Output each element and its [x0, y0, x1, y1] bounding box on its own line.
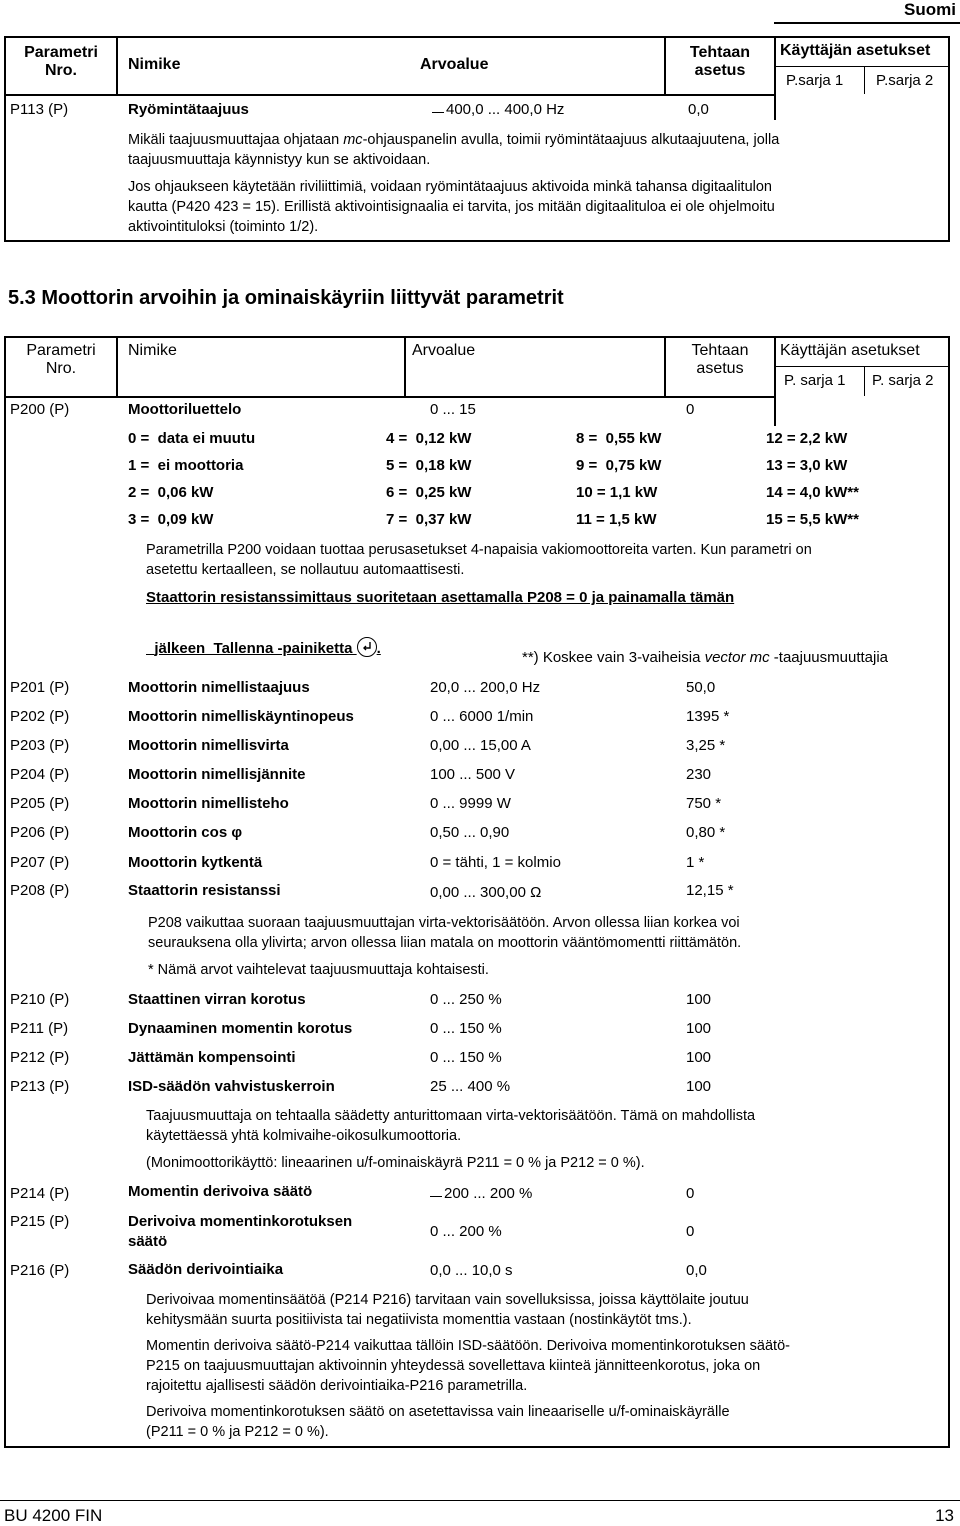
p215-name-a: Derivoiva momentinkorotuksen: [128, 1213, 353, 1230]
p216-default: 0,0: [686, 1262, 707, 1279]
p200-list-item: 2 = 0,06 kW: [128, 484, 214, 501]
p213-note1a: Taajuusmuuttaja on tehtaalla säädetty anturittomaan virta-vektorisäätöön. Tämä on mahdollista: [146, 1108, 756, 1124]
row-name: Moottorin cos φ: [128, 824, 243, 841]
row-name: Staattinen virran korotus: [128, 991, 306, 1008]
row-id: P204 (P): [10, 766, 70, 783]
p113-note2: [128, 177, 928, 237]
p214-range: 200 ... 200 %: [444, 1185, 533, 1202]
header-arvoalue-2: Arvoalue: [412, 342, 476, 359]
row-name: Moottorin kytkentä: [128, 854, 263, 871]
row-range: 0 ... 6000 1/min: [430, 708, 534, 725]
p200-footnote-i: vector mc: [704, 649, 770, 666]
row-name: Moottorin nimelliskäyntinopeus: [128, 708, 354, 725]
p213-note1: [146, 1106, 946, 1146]
language-label: Suomi: [904, 0, 956, 19]
row-id: P207 (P): [10, 854, 70, 871]
row-id: P206 (P): [10, 824, 70, 841]
p215-name-b: säätö: [128, 1233, 168, 1250]
row-default: 3,25 *: [686, 737, 726, 754]
footer-page-number: 13: [935, 1506, 954, 1525]
p200-list-item: 3 = 0,09 kW: [128, 511, 214, 528]
row-id: P208 (P): [10, 882, 70, 899]
p113-note1b: -ohjauspanelin avulla, toimii ryömintätaajuus alkutaajuutena, jolla: [362, 132, 780, 148]
row-name: ISD-säädön vahvistuskerroin: [128, 1078, 335, 1095]
row-default: 100: [686, 1020, 712, 1037]
header-nimike-2: Nimike: [128, 342, 177, 359]
row-id: P202 (P): [10, 708, 70, 725]
header-tehtaan-text-2: Tehtaan: [691, 342, 749, 359]
header-tehtaan-2: [666, 342, 774, 378]
p113-note2c: aktivointituloksi (toiminto 1/2).: [128, 219, 319, 235]
p216-notes: [146, 1290, 946, 1442]
p113-note1c: taajuusmuuttaja käynnistyy kun se aktivoidaan.: [128, 152, 431, 168]
p216-name: Säädön derivointiaika: [128, 1261, 284, 1278]
p200-list-item: 14 = 4,0 kW**: [766, 484, 859, 501]
col-divider: [774, 336, 776, 426]
p215-default: 0: [686, 1223, 695, 1240]
p113-name: Ryömintätaajuus: [128, 101, 249, 118]
p200-range: 0 ... 15: [430, 401, 476, 418]
row-range: 25 ... 400 %: [430, 1078, 511, 1095]
p216-note-line: rajoitettu ajallisesti säädön derivointiaika-P216 parametrilla.: [146, 1378, 528, 1394]
header-asetus-text: asetus: [694, 62, 746, 79]
header-nro-text: Nro.: [45, 62, 77, 79]
top-rule: [774, 22, 960, 24]
p208-note2: * Nämä arvot vaihtelevat taajuusmuuttaja kohtaisesti.: [148, 962, 489, 978]
p214-range-dash: [430, 1196, 442, 1197]
p215-name: [128, 1212, 352, 1252]
p200-list-item: 5 = 0,18 kW: [386, 457, 472, 474]
row-id: P201 (P): [10, 679, 70, 696]
p200-default: 0: [686, 401, 695, 418]
header-param-2: [6, 342, 116, 378]
row-id: P212 (P): [10, 1049, 70, 1066]
row-range: 0 ... 250 %: [430, 991, 502, 1008]
p214-id: P214 (P): [10, 1185, 70, 1202]
row-default: 100: [686, 1078, 712, 1095]
col-divider: [864, 66, 865, 94]
row-name: Staattorin resistanssi: [128, 882, 281, 899]
col-divider: [774, 366, 950, 367]
row-default: 0,80 *: [686, 824, 726, 841]
p200-note2b-line: [146, 620, 381, 657]
header-psarja1-2: P. sarja 1: [784, 372, 846, 389]
col-divider: [864, 366, 865, 396]
header-param: [6, 44, 116, 80]
row-id: P205 (P): [10, 795, 70, 812]
enter-key-icon: [357, 637, 377, 657]
row-range: 0,00 ... 15,00 A: [430, 737, 531, 754]
header-tehtaan-text: Tehtaan: [689, 44, 751, 61]
p200-id: P200 (P): [10, 401, 70, 418]
p200-list-item: 11 = 1,5 kW: [576, 511, 657, 528]
p113-note1a: Mikäli taajuusmuuttajaa ohjataan: [128, 132, 344, 148]
row-id: P203 (P): [10, 737, 70, 754]
p200-list-item: 4 = 0,12 kW: [386, 430, 472, 447]
col-divider: [774, 66, 950, 67]
p200-list-item: 1 = ei moottoria: [128, 457, 244, 474]
p215-range: 0 ... 200 %: [430, 1223, 502, 1240]
header-nro-text-2: Nro.: [45, 360, 77, 377]
p216-note-line: Momentin derivoiva säätö-P214 vaikuttaa tällöin ISD-säätöön. Derivoiva momentinkorotuksen säätö-: [146, 1338, 790, 1354]
p216-note-line: (P211 = 0 % ja P212 = 0 %).: [146, 1424, 329, 1440]
col-divider: [116, 36, 118, 94]
footer-doc-id: BU 4200 FIN: [4, 1506, 103, 1525]
row-id: P213 (P): [10, 1078, 70, 1095]
row-default: 750 *: [686, 795, 722, 812]
p200-list-item: 10 = 1,1 kW: [576, 484, 658, 501]
p216-range: 0,0 ... 10,0 s: [430, 1262, 513, 1279]
p200-footnote-b: -taajuusmuuttajia: [769, 649, 889, 666]
p216-note-line: Derivoivaa momentinsäätöä (P214 P216) tarvitaan vain sovelluksissa, joissa käyttölaite joutuu: [146, 1292, 749, 1308]
p208-note1a: P208 vaikuttaa suoraan taajuusmuuttajan virta-vektorisäätöön. Arvon ollessa liian korkea voi: [148, 915, 740, 931]
col-divider: [774, 36, 776, 120]
row-range: 0 = tähti, 1 = kolmio: [430, 854, 561, 871]
header-tehtaan: [666, 44, 774, 80]
p200-list-item: 13 = 3,0 kW: [766, 457, 848, 474]
p113-note1: [128, 130, 928, 170]
col-divider: [404, 336, 406, 396]
header-param-text: Parametri: [24, 44, 98, 61]
p200-note1: [146, 540, 946, 580]
row-default: 230: [686, 766, 712, 783]
p216-id: P216 (P): [10, 1262, 70, 1279]
p200-list-item: 9 = 0,75 kW: [576, 457, 662, 474]
p113-id: P113 (P): [10, 101, 69, 118]
row-range: 0 ... 150 %: [430, 1020, 502, 1037]
p113-default: 0,0: [688, 101, 709, 118]
row-name: Dynaaminen momentin korotus: [128, 1020, 353, 1037]
p113-header-bottom: [4, 94, 774, 96]
row-range: 0 ... 9999 W: [430, 795, 511, 812]
p200-list-item: 15 = 5,5 kW**: [766, 511, 859, 528]
row-default: 100: [686, 991, 712, 1008]
header-arvoalue: Arvoalue: [420, 56, 489, 73]
footer-rule: [0, 1500, 960, 1501]
col-divider: [116, 336, 118, 396]
row-name: Jättämän kompensointi: [128, 1049, 296, 1066]
section-title: 5.3 Moottorin arvoihin ja ominaiskäyriin liittyvät parametrit: [8, 287, 564, 309]
p200-list-item: 0 = data ei muutu: [128, 430, 256, 447]
row-id: P210 (P): [10, 991, 70, 1008]
p200-note2a: Staattorin resistanssimittaus suoritetaan asettamalla P208 = 0 ja painamalla tämän: [146, 589, 735, 606]
p200-name: Moottoriluettelo: [128, 401, 242, 418]
row-range: 0,00 ... 300,00 Ω: [430, 884, 542, 901]
header-param-text-2: Parametri: [26, 342, 96, 359]
p113-note1-mc: mc: [343, 132, 363, 148]
p213-note2: (Monimoottorikäyttö: lineaarinen u/f-ominaiskäyrä P211 = 0 % ja P212 = 0 %).: [146, 1155, 645, 1171]
row-range: 0 ... 150 %: [430, 1049, 502, 1066]
header-kayttajan-2: Käyttäjän asetukset: [780, 342, 920, 359]
p208-note1: [148, 913, 948, 953]
p200-note1b: asetettu kertaalleen, se nollautuu automaattisesti.: [146, 562, 465, 578]
row-name: Moottorin nimellisjännite: [128, 766, 306, 783]
motor-header-bottom: [4, 396, 774, 398]
p200-list-item: 8 = 0,55 kW: [576, 430, 662, 447]
p208-note1b: seurauksena olla ylivirta; arvon ollessa liian matala on moottorin vääntömomentti riittämätön.: [148, 935, 742, 951]
p215-id: P215 (P): [10, 1213, 70, 1230]
header-kayttajan: Käyttäjän asetukset: [780, 42, 931, 59]
p200-footnote-a: **) Koskee vain 3-vaiheisia: [522, 649, 705, 666]
p214-default: 0: [686, 1185, 695, 1202]
p200-list-item: 7 = 0,37 kW: [386, 511, 472, 528]
header-asetus-text-2: asetus: [696, 360, 744, 377]
p113-range: 400,0 ... 400,0 Hz: [446, 101, 565, 118]
row-range: 100 ... 500 V: [430, 766, 516, 783]
p216-note-line: Derivoiva momentinkorotuksen säätö on asetettavissa vain lineaariselle u/f-ominaiskäyrälle: [146, 1404, 730, 1420]
row-name: Moottorin nimellisteho: [128, 795, 289, 812]
row-default: 12,15 *: [686, 882, 734, 899]
p200-list-item: 12 = 2,2 kW: [766, 430, 848, 447]
row-name: Moottorin nimellistaajuus: [128, 679, 310, 696]
header-psarja2-2: P. sarja 2: [872, 372, 934, 389]
p200-footnote: [522, 649, 888, 666]
row-range: 20,0 ... 200,0 Hz: [430, 679, 541, 696]
p200-note1a: Parametrilla P200 voidaan tuottaa perusasetukset 4-napaisia vakiomoottoreita varten. Kun parametri on: [146, 542, 812, 558]
header-nimike: Nimike: [128, 56, 181, 73]
p200-list-item: 6 = 0,25 kW: [386, 484, 472, 501]
row-default: 50,0: [686, 679, 716, 696]
row-name: Moottorin nimellisvirta: [128, 737, 289, 754]
p200-note2c: .: [376, 640, 381, 657]
row-id: P211 (P): [10, 1020, 69, 1037]
header-psarja1: P.sarja 1: [786, 72, 844, 89]
p113-range-dash: [432, 112, 444, 113]
p113-note2a: Jos ohjaukseen käytetään riviliittimiä, voidaan ryömintätaajuus aktivoida minkä tahansa digitaalitulon: [128, 179, 772, 195]
p200-note2b: jälkeen Tallenna -painiketta: [154, 640, 357, 657]
p213-note1b: käytettäessä yhtä kolmivaihe-oikosulkumoottoria.: [146, 1128, 462, 1144]
row-default: 1 *: [686, 854, 705, 871]
p113-note2b: kautta (P420 423 = 15). Erillistä aktivointisignaalia ei tarvita, jos mitään digitaalituloa ei ole ohjelmoitu: [128, 199, 775, 215]
header-psarja2: P.sarja 2: [876, 72, 934, 89]
row-default: 1395 *: [686, 708, 730, 725]
row-default: 100: [686, 1049, 712, 1066]
p216-note-line: P215 on taajuusmuuttajan aktivoinnin yhteydessä sovellettava kiinteä jännitteenkorotus, joka on: [146, 1358, 761, 1374]
p216-note-line: kehitysmään suurta positiivista tai negatiivista momenttia vastaan (nostinkäytöt tms.).: [146, 1312, 692, 1328]
row-range: 0,50 ... 0,90: [430, 824, 510, 841]
p214-name: Momentin derivoiva säätö: [128, 1183, 313, 1200]
